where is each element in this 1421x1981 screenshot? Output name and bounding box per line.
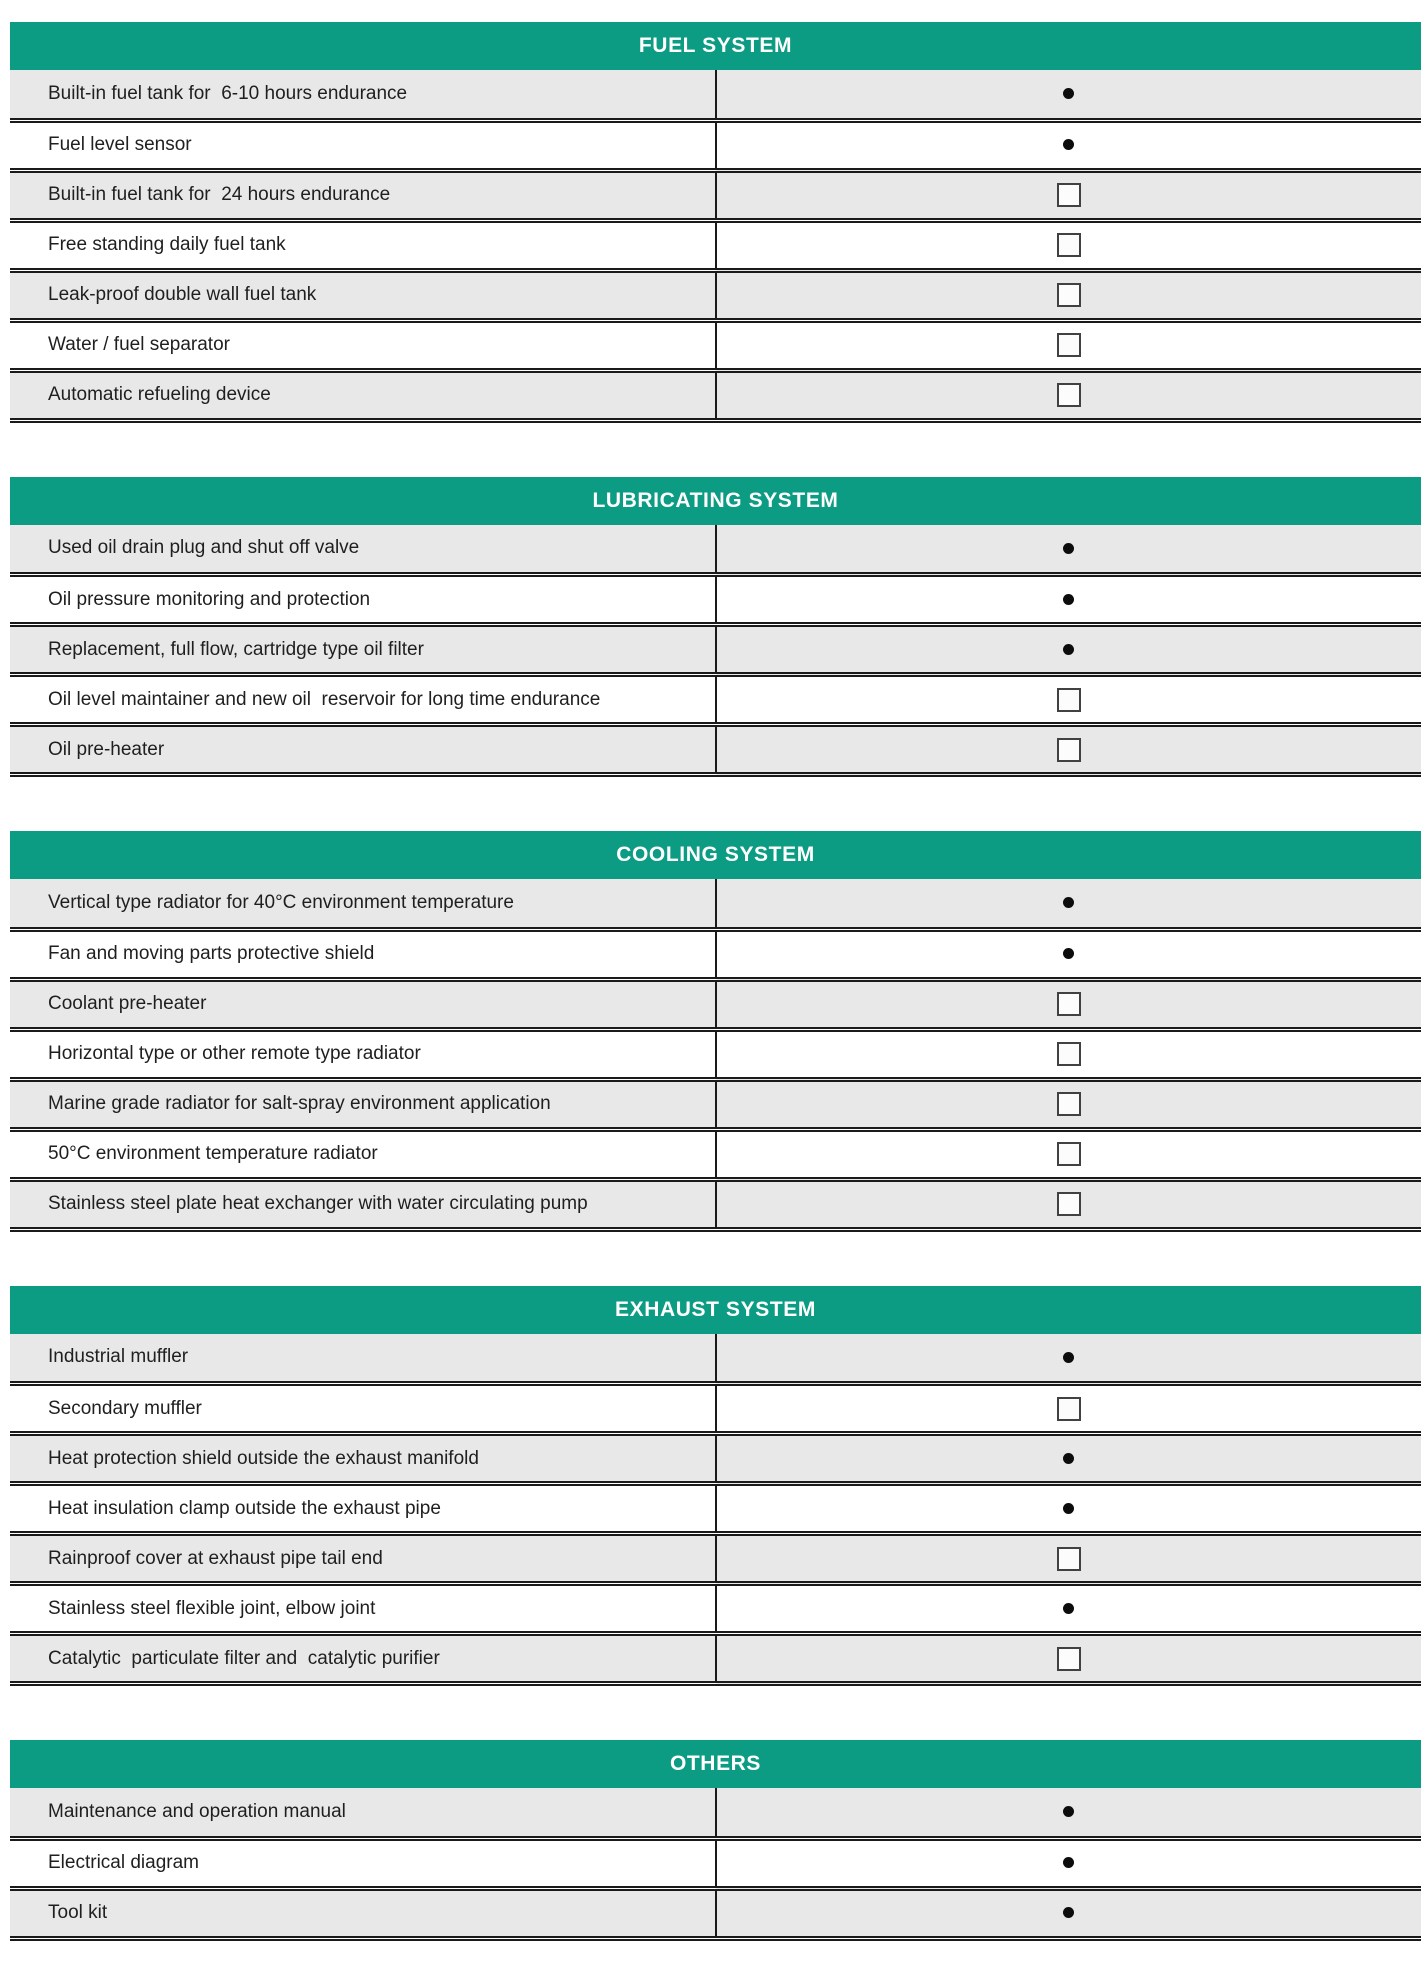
row-label-cell (10, 575, 716, 625)
table-row (10, 1129, 1421, 1179)
status-cell (716, 1029, 1421, 1079)
status-cell (716, 1888, 1421, 1938)
row-label-cell (10, 220, 716, 270)
standard-dot-icon (1063, 1603, 1074, 1614)
status-cell (716, 1129, 1421, 1179)
table-row (10, 1888, 1421, 1938)
status-cell (716, 575, 1421, 625)
row-label: Fan and moving parts protective shield (48, 943, 374, 964)
row-label: Fuel level sensor (48, 134, 192, 155)
row-label: 50°C environment temperature radiator (48, 1143, 378, 1164)
optional-checkbox[interactable] (1057, 992, 1081, 1016)
standard-dot-icon (1063, 139, 1074, 150)
table-row (10, 120, 1421, 170)
status-cell (716, 370, 1421, 420)
optional-checkbox[interactable] (1057, 1192, 1081, 1216)
table-row (10, 929, 1421, 979)
row-label: Oil pressure monitoring and protection (48, 589, 370, 610)
status-cell (716, 220, 1421, 270)
optional-checkbox[interactable] (1057, 1092, 1081, 1116)
spec-tables (10, 22, 1421, 1941)
table-row (10, 1384, 1421, 1434)
table-row (10, 1788, 1421, 1838)
row-label-cell (10, 1334, 716, 1384)
status-cell (716, 1838, 1421, 1888)
section-fuel-system (10, 22, 1421, 423)
row-label: Oil pre-heater (48, 739, 164, 760)
section-header: FUEL SYSTEM (10, 22, 1421, 70)
row-label: Used oil drain plug and shut off valve (48, 537, 359, 558)
status-cell (716, 725, 1421, 775)
optional-checkbox[interactable] (1057, 1547, 1081, 1571)
standard-dot-icon (1063, 644, 1074, 655)
row-label-cell (10, 70, 716, 120)
row-label: Automatic refueling device (48, 384, 271, 405)
status-cell (716, 1434, 1421, 1484)
standard-dot-icon (1063, 88, 1074, 99)
optional-checkbox[interactable] (1057, 738, 1081, 762)
row-label: Coolant pre-heater (48, 993, 206, 1014)
row-label: Vertical type radiator for 40°C environment temperature (48, 892, 514, 913)
table-row (10, 575, 1421, 625)
section-header: EXHAUST SYSTEM (10, 1286, 1421, 1334)
table-row (10, 1179, 1421, 1229)
row-label-cell (10, 1484, 716, 1534)
status-cell (716, 170, 1421, 220)
row-label-cell (10, 320, 716, 370)
table-row (10, 525, 1421, 575)
spec-table (10, 477, 1421, 778)
status-cell (716, 929, 1421, 979)
section-header: LUBRICATING SYSTEM (10, 477, 1421, 525)
optional-checkbox[interactable] (1057, 333, 1081, 357)
row-label: Maintenance and operation manual (48, 1801, 346, 1822)
optional-checkbox[interactable] (1057, 183, 1081, 207)
standard-dot-icon (1063, 1503, 1074, 1514)
table-row (10, 220, 1421, 270)
standard-dot-icon (1063, 948, 1074, 959)
row-label: Water / fuel separator (48, 334, 230, 355)
status-cell (716, 1484, 1421, 1534)
row-label: Heat insulation clamp outside the exhaust pipe (48, 1498, 441, 1519)
row-label-cell (10, 1584, 716, 1634)
row-label: Rainproof cover at exhaust pipe tail end (48, 1548, 383, 1569)
table-row (10, 625, 1421, 675)
table-row (10, 1838, 1421, 1888)
spec-table (10, 1740, 1421, 1941)
table-row (10, 1484, 1421, 1534)
row-label: Replacement, full flow, cartridge type oil filter (48, 639, 424, 660)
standard-dot-icon (1063, 1352, 1074, 1363)
standard-dot-icon (1063, 897, 1074, 908)
row-label-cell (10, 270, 716, 320)
optional-checkbox[interactable] (1057, 1042, 1081, 1066)
row-label: Electrical diagram (48, 1852, 199, 1873)
standard-dot-icon (1063, 1907, 1074, 1918)
status-cell (716, 1534, 1421, 1584)
row-label: Leak-proof double wall fuel tank (48, 284, 316, 305)
optional-checkbox[interactable] (1057, 233, 1081, 257)
row-label: Secondary muffler (48, 1398, 202, 1419)
status-cell (716, 1179, 1421, 1229)
section-header: COOLING SYSTEM (10, 831, 1421, 879)
row-label-cell (10, 625, 716, 675)
section-exhaust-system (10, 1286, 1421, 1687)
spec-table (10, 1286, 1421, 1687)
section-lubricating-system (10, 477, 1421, 778)
table-row (10, 1434, 1421, 1484)
standard-dot-icon (1063, 1806, 1074, 1817)
table-row (10, 70, 1421, 120)
row-label-cell (10, 1634, 716, 1684)
row-label: Horizontal type or other remote type radiator (48, 1043, 421, 1064)
row-label-cell (10, 1079, 716, 1129)
row-label: Marine grade radiator for salt-spray environment application (48, 1093, 551, 1114)
table-row (10, 270, 1421, 320)
row-label-cell (10, 1434, 716, 1484)
standard-dot-icon (1063, 1857, 1074, 1868)
status-cell (716, 879, 1421, 929)
status-cell (716, 1634, 1421, 1684)
row-label-cell (10, 1029, 716, 1079)
status-cell (716, 979, 1421, 1029)
row-label: Heat protection shield outside the exhaust manifold (48, 1448, 479, 1469)
table-row (10, 1334, 1421, 1384)
row-label: Free standing daily fuel tank (48, 234, 286, 255)
row-label: Oil level maintainer and new oil reservoir for long time endurance (48, 689, 600, 710)
row-label: Stainless steel plate heat exchanger with water circulating pump (48, 1193, 588, 1214)
section-header: OTHERS (10, 1740, 1421, 1788)
row-label-cell (10, 1179, 716, 1229)
row-label-cell (10, 929, 716, 979)
table-row (10, 320, 1421, 370)
row-label-cell (10, 725, 716, 775)
section-cooling-system (10, 831, 1421, 1232)
row-label: Stainless steel flexible joint, elbow joint (48, 1598, 375, 1619)
section-others (10, 1740, 1421, 1941)
optional-checkbox[interactable] (1057, 688, 1081, 712)
table-row (10, 370, 1421, 420)
standard-dot-icon (1063, 543, 1074, 554)
optional-checkbox[interactable] (1057, 1647, 1081, 1671)
row-label-cell (10, 120, 716, 170)
row-label-cell (10, 675, 716, 725)
optional-checkbox[interactable] (1057, 283, 1081, 307)
optional-checkbox[interactable] (1057, 1397, 1081, 1421)
row-label: Industrial muffler (48, 1346, 188, 1367)
status-cell (716, 1334, 1421, 1384)
table-row (10, 1584, 1421, 1634)
row-label-cell (10, 1838, 716, 1888)
row-label-cell (10, 170, 716, 220)
table-row (10, 1079, 1421, 1129)
status-cell (716, 320, 1421, 370)
table-row (10, 1534, 1421, 1584)
status-cell (716, 270, 1421, 320)
table-row (10, 170, 1421, 220)
row-label: Built-in fuel tank for 24 hours endurance (48, 184, 390, 205)
table-row (10, 725, 1421, 775)
table-row (10, 1634, 1421, 1684)
standard-dot-icon (1063, 594, 1074, 605)
row-label-cell (10, 525, 716, 575)
status-cell (716, 70, 1421, 120)
row-label-cell (10, 1888, 716, 1938)
table-row (10, 1029, 1421, 1079)
row-label-cell (10, 1534, 716, 1584)
row-label-cell (10, 370, 716, 420)
row-label: Catalytic particulate filter and catalytic purifier (48, 1648, 440, 1669)
status-cell (716, 675, 1421, 725)
row-label: Built-in fuel tank for 6-10 hours endurance (48, 83, 407, 104)
row-label-cell (10, 979, 716, 1029)
row-label-cell (10, 1384, 716, 1434)
optional-checkbox[interactable] (1057, 383, 1081, 407)
status-cell (716, 1384, 1421, 1434)
status-cell (716, 1079, 1421, 1129)
row-label-cell (10, 1129, 716, 1179)
row-label-cell (10, 1788, 716, 1838)
row-label-cell (10, 879, 716, 929)
status-cell (716, 625, 1421, 675)
table-row (10, 879, 1421, 929)
spec-table (10, 22, 1421, 423)
status-cell (716, 1788, 1421, 1838)
status-cell (716, 525, 1421, 575)
row-label: Tool kit (48, 1902, 107, 1923)
table-row (10, 979, 1421, 1029)
status-cell (716, 120, 1421, 170)
standard-dot-icon (1063, 1453, 1074, 1464)
spec-table (10, 831, 1421, 1232)
status-cell (716, 1584, 1421, 1634)
table-row (10, 675, 1421, 725)
optional-checkbox[interactable] (1057, 1142, 1081, 1166)
